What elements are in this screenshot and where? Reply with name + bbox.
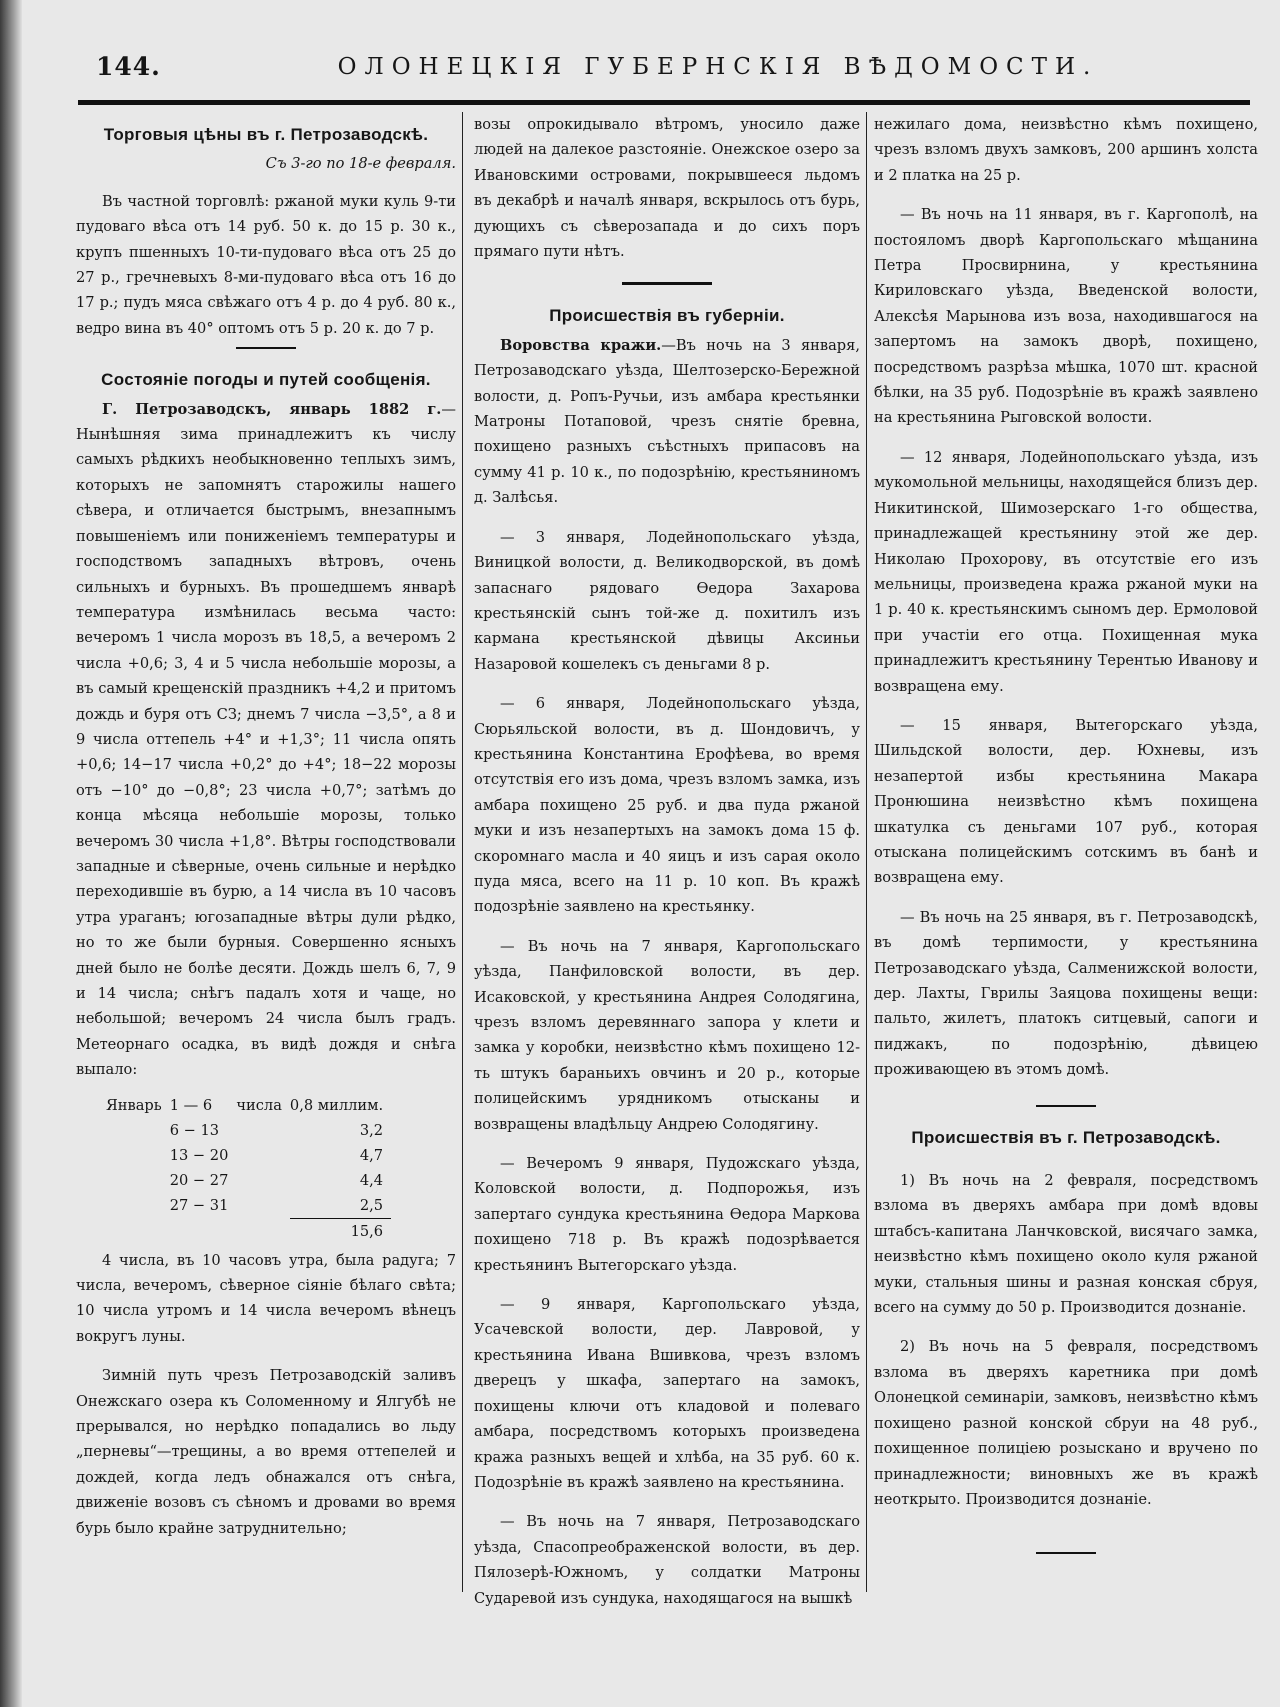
page-binding-edge xyxy=(0,0,22,1707)
precip-unit-label: числа xyxy=(236,1096,282,1114)
city-incident-item: 1) Въ ночь на 2 февраля, посредствомъ взлома въ дверяхъ амбара при домѣ вдовы штабсъ-капитана Ланчковской, висячаго замка, неизвѣстно кѣмъ похищено около куля ржаной муки, стальныя шины и разная конская сбруя, всего на сумму до 50 р. Производится дознаніе. xyxy=(874,1172,1258,1317)
city-incident-item: 2) Въ ночь на 5 февраля, посредствомъ взлома въ дверяхъ каретника при домѣ Олонецкой семинаріи, замковъ, неизвѣстно кѣмъ похищено разной конской сбруи на 48 руб., похищенное полиціею розыскано и вручено по принадлежности; виновныхъ же въ кражѣ неоткрыто. Производится дознаніе. xyxy=(874,1338,1258,1508)
weather-text: —Нынѣшняя зима принадлежитъ къ числу самыхъ рѣдкихъ необыкновенно теплыхъ зимъ, которыхъ не запомнятъ старожилы нашего сѣвера, и отличается быстрымъ, внезапнымъ повышеніемъ или пониженіемъ температуры и господствомъ западныхъ вѣтровъ, очень сильныхъ и бурныхъ. Въ прошедшемъ январѣ температура измѣнилась весьма часто: вечеромъ 1 числа морозъ въ 18,5, а вечеромъ 2 числа +0,6; 3, 4 и 5 числа небольшіе морозы, а въ самый крещенскій праздникъ +4,2 и притомъ дождь и буря отъ СЗ; днемъ 7 числа −3,5°, а 8 и 9 числа оттепель +4° и +1,3°; 11 числа опять +0,6; 14−17 числа +0,2° до +4°; 18−22 морозы отъ −10° до −0,8°; 23 числа +0,7°; затѣмъ до конца мѣсяца небольшіе морозы, только вечеромъ 30 числа +1,8°. Вѣтры господствовали западные и сѣверные, очень сильные и нерѣдко переходившіе въ бурю, а 14 числа въ 10 часовъ утра ураганъ; югозападные вѣтры дули рѣдко, но то же были бурныя. Совершенно ясныхъ дней было не болѣе десяти. Дождь шелъ 6, 7, 9 и 14 числа; снѣгъ падалъ хотя и чаще, но небольшой; вечеромъ 24 числа былъ градъ. Метеорнаго осадка, въ видѣ дождя и снѣга выпало: xyxy=(76,400,456,1079)
weather-lead: Г. Петрозаводскъ, январь 1882 г. xyxy=(102,400,442,418)
incident-item: — 12 января, Лодейнопольскаго уѣзда, изъ мукомольной мельницы, находящейся близъ дер. Никитинской, Шимозерскаго 1-го общества, принадлежащей крестьянину этой же дер. Николаю Прохорову, въ отсутствіе его изъ мельницы, произведена кража ржаной муки на 1 р. 40 к. крестьянскимъ сыномъ дер. Ермоловой при участіи его отца. Похищенная мука принадлежитъ крестьянину Терентью Иванову и возвращена ему. xyxy=(874,448,1258,695)
incident-item: нежилаго дома, неизвѣстно кѣмъ похищено, чрезъ взломъ двухъ замковъ, 200 аршинъ холста и 2 платка на 25 р. xyxy=(874,116,1258,184)
incident-item: — 15 января, Вытегорскаго уѣзда, Шильдской волости, дер. Юхневы, изъ незапертой избы крестьянина Макара Пронюшина неизвѣстно кѣмъ похищена шкатулка съ деньгами 107 руб., которая отыскана полицейскимъ сотскимъ въ банѣ и возвращена ему. xyxy=(874,716,1258,887)
table-row xyxy=(106,1193,391,1219)
precip-value: 3,2 xyxy=(359,1121,384,1139)
table-row xyxy=(106,1143,391,1168)
precip-total: 15,6 xyxy=(290,1218,391,1244)
incident-item: — Въ ночь на 11 января, въ г. Каргополѣ, на постояломъ дворѣ Каргопольскаго мѣщанина Петра Просвирнина, у крестьянина Кириловскаго уѣзда, Введенской волости, Алексѣя Марынова изъ воза, находившагося на запертомъ на замокъ дворѣ, похищено, посредствомъ разрѣза мѣшка, 1070 шт. красной бѣлки, на 35 руб. Подозрѣніе въ кражѣ заявлено на крестьянина Рыговской волости. xyxy=(874,206,1258,427)
incidents-heading: Происшествія въ губерніи. xyxy=(549,306,785,326)
city-incidents-heading: Происшествія въ г. Петрозаводскѣ. xyxy=(911,1127,1221,1147)
section-separator xyxy=(1036,1552,1096,1554)
table-row xyxy=(106,1218,391,1244)
incident-item: — Вечеромъ 9 января, Пудожскаго уѣзда, Коловской волости, д. Подпорожья, изъ запертаго сундука крестьянина Ѳедора Маркова похищено 718 р. Въ кражѣ подозрѣвается крестьянинъ Вытегорскаго уѣзда. xyxy=(474,1155,860,1274)
column-divider xyxy=(866,112,867,1592)
header-rule xyxy=(78,100,1250,105)
precip-range: 13 − 20 xyxy=(169,1146,229,1164)
precip-month: Январь xyxy=(106,1096,162,1114)
column-2 xyxy=(468,112,866,1611)
page-number: 144. xyxy=(96,52,161,81)
theft-lead: Воровства кражи. xyxy=(500,336,662,354)
precipitation-table xyxy=(106,1093,391,1244)
continued-paragraph: возы опрокидывало вѣтромъ, уносило даже людей на далекое разстояніе. Онежское озеро за Ивановскими островами, покрывшееся льдомъ въ декабрѣ и началѣ января, вскрылось отъ бурь, дующихъ съ сѣверозапада и до сихъ поръ прямаго пути нѣтъ. xyxy=(474,116,860,261)
prices-heading: Торговыя цѣны въ г. Петрозаводскѣ. xyxy=(103,125,429,144)
column-divider xyxy=(462,112,463,1592)
section-separator xyxy=(236,347,296,349)
precip-value: 2,5 xyxy=(359,1196,384,1214)
table-row xyxy=(106,1093,391,1118)
incident-text: —Въ ночь на 3 января, Петрозаводскаго уѣзда, Шелтозерско-Бережной волости, д. Ропъ-Ручьи, изъ амбара крестьянки Матроны Потаповой, чрезъ снятіе бревна, похищено разныхъ съѣстныхъ припасовъ на сумму 41 р. 10 к., по подозрѣнію, крестьяниномъ д. Залѣсья. xyxy=(474,336,860,507)
section-separator xyxy=(622,282,712,285)
prices-dates: Съ 3-го по 18-е февраля. xyxy=(265,155,456,173)
column-3 xyxy=(870,112,1262,1572)
incident-item: — Въ ночь на 7 января, Петрозаводскаго уѣзда, Спасопреображенской волости, въ дер. Пялозерѣ-Южномъ, у солдатки Матроны Сударевой изъ сундука, находящагося на вышкѣ xyxy=(474,1513,860,1607)
section-separator xyxy=(1036,1105,1096,1107)
phenomena-paragraph: 4 числа, въ 10 часовъ утра, была радуга; 7 числа, вечеромъ, сѣверное сіяніе бѣлаго свѣта; 10 числа утромъ и 14 числа вечеромъ вѣнецъ вокругъ луны. xyxy=(76,1251,456,1345)
incident-item: — 9 января, Каргопольскаго уѣзда, Усачевской волости, дер. Лавровой, у крестьянина Ивана Вшивкова, чрезъ взломъ дверецъ у шкафа, запертаго на замокъ, похищены ключи отъ кладовой и полеваго амбара, посредствомъ которыхъ произведена кража разныхъ вещей и хлѣба, на 35 руб. 60 к. Подозрѣніе въ кражѣ заявлено на крестьянина. xyxy=(474,1296,860,1491)
precip-value: 4,7 xyxy=(359,1146,384,1164)
precip-range: 27 − 31 xyxy=(169,1196,229,1214)
page-header xyxy=(78,40,1250,90)
precip-range: 1 — 6 xyxy=(169,1096,213,1114)
incident-item: — Въ ночь на 25 января, въ г. Петрозаводскѣ, въ домѣ терпимости, у крестьянина Петрозаводскаго уѣзда, Салменижской волости, дер. Лахты, Гврилы Заяцова похищены вещи: пальто, жилетъ, платокъ ситцевый, сапоги и пиджакъ, по подозрѣнію, дѣвицею проживающею въ этомъ домѣ. xyxy=(874,908,1258,1079)
prices-paragraph: Въ частной торговлѣ: ржаной муки куль 9-ти пудоваго вѣса отъ 14 руб. 50 к. до 15 р. 30 к., крупъ пшенныхъ 10-ти-пудоваго вѣса отъ 25 до 27 р., гречневыхъ 8-ми-пудоваго вѣса отъ 16 до 17 р.; пудъ мяса свѣжаго отъ 4 р. до 4 руб. 80 к., ведро вина въ 40° оптомъ отъ 5 р. 20 к. до 7 р. xyxy=(76,192,456,337)
table-row xyxy=(106,1168,391,1193)
roads-paragraph: Зимній путь чрезъ Петрозаводскій заливъ Онежскаго озера къ Соломенному и Ялгубѣ не прерывался, но нерѣдко попадались во льду „перневы“—трещины, а во время оттепелей и дождей, когда ледъ обнажался отъ снѣга, движеніе возовъ съ сѣномъ и дровами во время бурь было крайне затруднительно; xyxy=(76,1367,456,1537)
weather-heading: Состояніе погоды и путей сообщенія. xyxy=(101,370,431,390)
incident-item xyxy=(474,333,860,511)
masthead-title: ОЛОНЕЦКІЯ ГУБЕРНСКІЯ ВѢДОМОСТИ. xyxy=(337,54,1099,80)
incident-item: — 6 января, Лодейнопольскаго уѣзда, Сюрьяльской волости, въ д. Шондовичъ, у крестьянина Константина Ерофѣева, во время отсутствія его изъ дома, чрезъ взломъ замка, изъ амбара похищено 25 руб. и два пуда ржаной муки и изъ незапертыхъ на замокъ дома 15 ф. скоромнаго масла и 40 яицъ и изъ сарая около пуда мяса, всего на 11 р. 10 коп. Въ кражѣ подозрѣніе заявлено на крестьянку. xyxy=(474,695,860,916)
table-row xyxy=(106,1118,391,1143)
precip-range: 20 − 27 xyxy=(169,1171,229,1189)
precip-value: 0,8 миллим. xyxy=(289,1096,384,1114)
incident-item: — 3 января, Лодейнопольскаго уѣзда, Виницкой волости, д. Великодворской, въ домѣ запаснаго рядоваго Ѳедора Захарова крестьянскій сынъ той-же д. похитилъ изъ кармана крестьянской дѣвицы Аксиньи Назаровой кошелекъ съ деньгами 8 р. xyxy=(474,528,860,673)
precip-range: 6 − 13 xyxy=(169,1121,220,1139)
column-1 xyxy=(66,112,458,1541)
incident-item: — Въ ночь на 7 января, Каргопольскаго уѣзда, Панфиловской волости, въ дер. Исаковской, у крестьянина Андрея Солодягина, чрезъ взломъ деревяннаго запора у клети и замка у коробки, неизвѣстно кѣмъ похищено 12-ть штукъ бараньихъ овчинъ и 20 р., которые полицейскимъ урядникомъ отысканы и возвращены владѣльцу Андрею Солодягину. xyxy=(474,937,860,1133)
weather-paragraph xyxy=(76,397,456,1083)
precip-value: 4,4 xyxy=(359,1171,384,1189)
